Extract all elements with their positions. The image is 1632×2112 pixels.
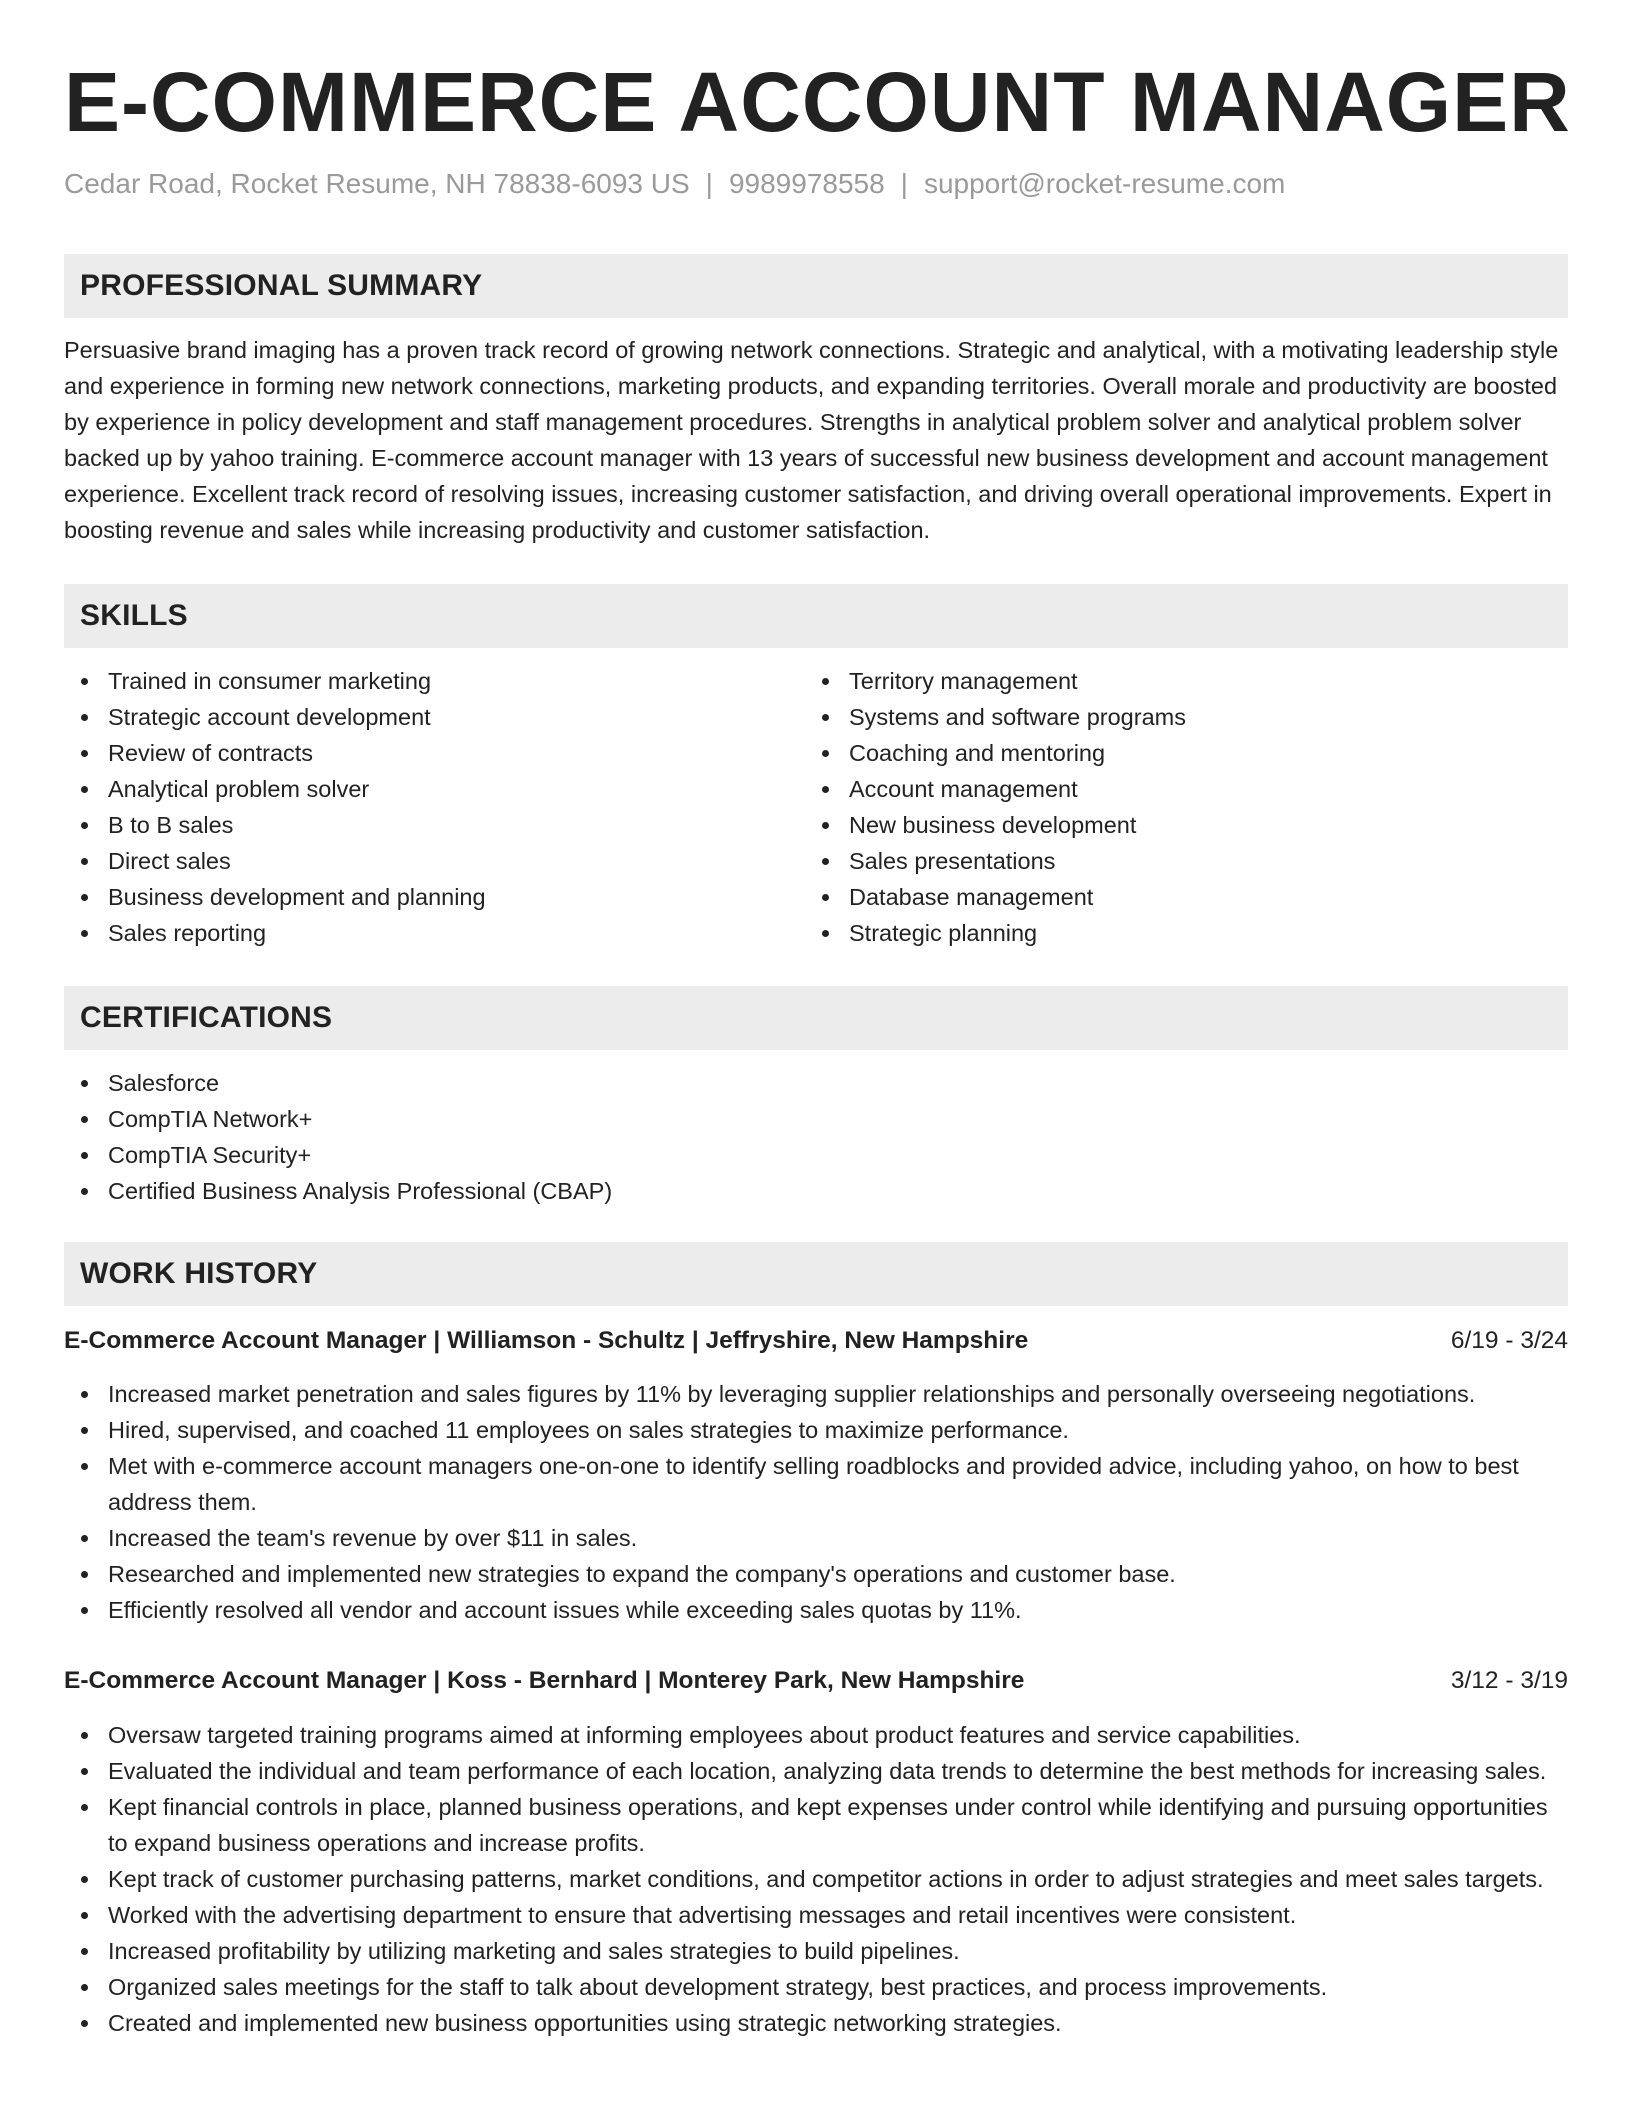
list-item: Increased market penetration and sales figures by 11% by leveraging supplier relationships and personally overseeing negotiations. [64,1376,1568,1412]
list-item: Certified Business Analysis Professional (CBAP) [64,1173,1568,1209]
list-item: New business development [805,807,1505,843]
list-item: Kept financial controls in place, planned business operations, and kept expenses under control while identifying and pursuing opportunities to expand business operations and increase profits. [64,1789,1568,1861]
section-heading: SKILLS [80,599,188,632]
skills-list-right [805,663,1505,951]
section-heading: CERTIFICATIONS [80,1001,333,1034]
job-title: E-Commerce Account Manager | Williamson - Schultz | Jeffryshire, New Hampshire [64,1327,1029,1354]
list-item: B to B sales [64,807,764,843]
contact-separator: | [705,168,713,199]
skills-list-left [64,663,764,951]
list-item: Organized sales meetings for the staff to talk about development strategy, best practices, and process improvements. [64,1969,1568,2005]
list-item: Salesforce [64,1065,1568,1101]
list-item: Account management [805,771,1505,807]
contact-address: Cedar Road, Rocket Resume, NH 78838-6093 US [64,168,690,199]
list-item: Database management [805,879,1505,915]
list-item: Efficiently resolved all vendor and account issues while exceeding sales quotas by 11%. [64,1592,1568,1628]
certifications-list [64,1065,1568,1209]
section-header-certifications [64,986,1568,1050]
list-item: Hired, supervised, and coached 11 employees on sales strategies to maximize performance. [64,1412,1568,1448]
contact-line [64,166,1285,202]
job-bullets [64,1717,1568,2041]
contact-email: support@rocket-resume.com [923,168,1286,199]
list-item: Analytical problem solver [64,771,764,807]
job-dates: 6/19 - 3/24 [1450,1327,1568,1354]
job-title: E-Commerce Account Manager | Koss - Bernhard | Monterey Park, New Hampshire [64,1667,1025,1694]
contact-separator: | [900,168,908,199]
list-item: Kept track of customer purchasing patterns, market conditions, and competitor actions in order to adjust strategies and meet sales targets. [64,1861,1568,1897]
list-item: Increased profitability by utilizing marketing and sales strategies to build pipelines. [64,1933,1568,1969]
list-item: Trained in consumer marketing [64,663,764,699]
contact-phone: 9989978558 [728,168,885,199]
job-bullets [64,1376,1568,1628]
section-header-summary [64,254,1568,318]
list-item: CompTIA Network+ [64,1101,1568,1137]
list-item: CompTIA Security+ [64,1137,1568,1173]
job-dates: 3/12 - 3/19 [1450,1667,1568,1694]
list-item: Territory management [805,663,1505,699]
section-heading: PROFESSIONAL SUMMARY [80,269,483,302]
section-heading: WORK HISTORY [80,1257,318,1290]
list-item: Oversaw targeted training programs aimed at informing employees about product features and service capabilities. [64,1717,1568,1753]
list-item: Researched and implemented new strategies to expand the company's operations and customer base. [64,1556,1568,1592]
list-item: Coaching and mentoring [805,735,1505,771]
list-item: Increased the team's revenue by over $11 in sales. [64,1520,1568,1556]
list-item: Review of contracts [64,735,764,771]
section-header-work-history [64,1242,1568,1306]
list-item: Systems and software programs [805,699,1505,735]
summary-text: Persuasive brand imaging has a proven track record of growing network connections. Strategic and analytical, with a motivating leadership style and experience in forming new network connections, marketing products, and expanding territories. Overall morale and productivity are boosted by experience in policy development and staff management procedures. Strengths in analytical problem solver and analytical problem solver backed up by yahoo training. E-commerce account manager with 13 years of successful new business development and account management experience. Excellent track record of resolving issues, increasing customer satisfaction, and driving overall operational improvements. Expert in boosting revenue and sales while increasing productivity and customer satisfaction. [64,337,1559,543]
list-item: Met with e-commerce account managers one-on-one to identify selling roadblocks and provided advice, including yahoo, on how to best address them. [64,1448,1568,1520]
candidate-title: E-COMMERCE ACCOUNT MANAGER [64,55,1571,149]
list-item: Evaluated the individual and team performance of each location, analyzing data trends to determine the best methods for increasing sales. [64,1753,1568,1789]
list-item: Worked with the advertising department to ensure that advertising messages and retail incentives were consistent. [64,1897,1568,1933]
list-item: Sales reporting [64,915,764,951]
section-header-skills [64,584,1568,648]
list-item: Sales presentations [805,843,1505,879]
list-item: Business development and planning [64,879,764,915]
list-item: Direct sales [64,843,764,879]
list-item: Strategic planning [805,915,1505,951]
list-item: Created and implemented new business opportunities using strategic networking strategies. [64,2005,1568,2041]
list-item: Strategic account development [64,699,764,735]
